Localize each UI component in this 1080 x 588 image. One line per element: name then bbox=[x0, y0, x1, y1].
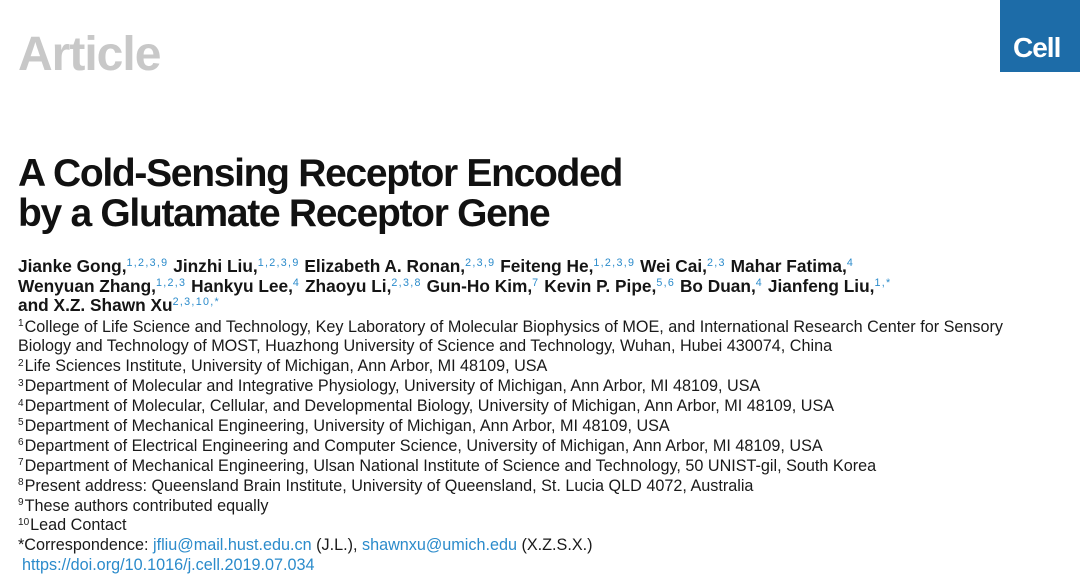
affiliation-text: Department of Mechanical Engineering, Ulsan National Institute of Science and Technology, 50 UNIST-gil, South Korea bbox=[24, 456, 877, 475]
affiliation-number: 5 bbox=[18, 417, 24, 429]
affiliation-number: 7 bbox=[18, 457, 24, 469]
author bbox=[173, 256, 299, 276]
author bbox=[305, 276, 422, 296]
author-affiliation-link[interactable]: 4 bbox=[846, 257, 855, 270]
author-name: X.Z. Shawn Xu bbox=[53, 295, 173, 316]
affiliation-number: 9 bbox=[18, 497, 24, 508]
author-affiliation-link[interactable]: 1,2,3,9 bbox=[257, 257, 300, 270]
author bbox=[191, 276, 300, 296]
author-conjunction: and bbox=[18, 295, 49, 316]
author-name: Mahar Fatima, bbox=[730, 256, 847, 276]
affiliation-number: 4 bbox=[18, 397, 24, 409]
article-title bbox=[18, 154, 622, 234]
author bbox=[680, 276, 763, 296]
author bbox=[768, 276, 892, 296]
author-line-2 bbox=[18, 277, 891, 297]
journal-logo bbox=[1000, 0, 1080, 72]
author bbox=[54, 295, 220, 315]
title-line-1: A Cold-Sensing Receptor Encoded bbox=[18, 152, 622, 195]
correspondence-label: *Correspondence: bbox=[18, 536, 149, 555]
author bbox=[18, 256, 168, 276]
affiliation-4 bbox=[18, 397, 1003, 417]
affiliation-3 bbox=[18, 377, 1003, 397]
author-affiliation-link[interactable]: 7 bbox=[532, 276, 540, 289]
author-affiliation-link[interactable]: 2,3,10,* bbox=[172, 296, 220, 309]
author-name: Wei Cai, bbox=[640, 256, 707, 276]
author-affiliation-link[interactable]: 4 bbox=[292, 276, 301, 289]
email-link[interactable]: jfliu@mail.hust.edu.cn bbox=[152, 536, 312, 555]
affiliation-6 bbox=[18, 437, 1003, 457]
affiliation-5 bbox=[18, 417, 1003, 437]
affiliation-text: These authors contributed equally bbox=[24, 496, 269, 515]
affiliation-number: 6 bbox=[18, 437, 24, 449]
author-name: Jianfeng Liu, bbox=[767, 275, 875, 296]
author bbox=[731, 256, 854, 276]
affiliation-text: College of Life Science and Technology, Key Laboratory of Molecular Biophysics of MOE, and International Research Center for Sensory bbox=[24, 317, 1003, 336]
title-line-2: by a Glutamate Receptor Gene bbox=[18, 192, 550, 235]
author-name: Wenyuan Zhang, bbox=[18, 275, 156, 296]
author-line-3 bbox=[18, 296, 891, 316]
doi-link[interactable]: https://doi.org/10.1016/j.cell.2019.07.034 bbox=[22, 556, 315, 575]
email-link[interactable]: shawnxu@umich.edu bbox=[361, 536, 517, 555]
affiliation-text: Life Sciences Institute, University of Michigan, Ann Arbor, MI 48109, USA bbox=[24, 357, 548, 376]
author-affiliation-link[interactable]: 1,2,3,9 bbox=[593, 257, 636, 270]
article-type-label: Article bbox=[18, 28, 161, 81]
footnote-lead-contact bbox=[18, 516, 1003, 536]
author-affiliation-link[interactable]: 2,3 bbox=[706, 257, 726, 270]
email-initials: (X.Z.S.X.) bbox=[521, 536, 593, 555]
author-name: Elizabeth A. Ronan, bbox=[304, 256, 466, 276]
author-name: Feiteng He, bbox=[500, 256, 594, 276]
author-affiliation-link[interactable]: 2,3,9 bbox=[465, 257, 496, 270]
affiliation-number: 3 bbox=[18, 377, 24, 389]
author-affiliation-link[interactable]: 2,3,8 bbox=[391, 276, 422, 289]
author-list bbox=[18, 257, 891, 316]
footnote-equal-contribution bbox=[18, 497, 1003, 517]
author-name: Jinzhi Liu, bbox=[173, 256, 258, 276]
author bbox=[304, 256, 495, 276]
affiliation-number: 2 bbox=[18, 357, 24, 369]
affiliation-text: Department of Molecular, Cellular, and Developmental Biology, University of Michigan, Ann Arbor, MI 48109, USA bbox=[24, 397, 835, 416]
author bbox=[640, 256, 726, 276]
affiliation-number: 8 bbox=[18, 477, 24, 489]
author bbox=[18, 276, 186, 296]
affiliation-1 bbox=[18, 318, 1003, 338]
author-name: Zhaoyu Li, bbox=[305, 275, 392, 296]
author-name: Kevin P. Pipe, bbox=[544, 275, 657, 296]
affiliation-list bbox=[18, 318, 1003, 577]
author-line-1 bbox=[18, 257, 891, 277]
author-affiliation-link[interactable]: 1,2,3,9 bbox=[126, 257, 169, 270]
journal-logo-text: Cell bbox=[1013, 32, 1061, 63]
author-name: Gun-Ho Kim, bbox=[426, 275, 533, 296]
affiliation-text: Department of Mechanical Engineering, University of Michigan, Ann Arbor, MI 48109, USA bbox=[24, 416, 670, 435]
author bbox=[544, 276, 675, 296]
affiliation-1-continuation bbox=[18, 337, 1003, 357]
affiliation-text: Department of Molecular and Integrative Physiology, University of Michigan, Ann Arbor, MI 48109, USA bbox=[24, 377, 761, 396]
affiliation-text: Present address: Queensland Brain Institute, University of Queensland, St. Lucia QLD 4072, Australia bbox=[24, 476, 754, 495]
author-name: Bo Duan, bbox=[679, 275, 756, 296]
affiliation-text: Biology and Technology of MOST, Huazhong University of Science and Technology, Wuhan, Hubei 430074, China bbox=[18, 337, 833, 356]
doi bbox=[18, 556, 1003, 576]
author-affiliation-link[interactable]: 1,2,3 bbox=[155, 276, 187, 289]
author-name: Jianke Gong, bbox=[18, 256, 127, 276]
email-initials: (J.L.), bbox=[316, 536, 358, 555]
affiliation-text: Department of Electrical Engineering and Computer Science, University of Michigan, Ann Arbor, MI 48109, USA bbox=[24, 436, 823, 455]
affiliation-text: Lead Contact bbox=[30, 516, 127, 535]
author bbox=[500, 256, 635, 276]
affiliation-7 bbox=[18, 457, 1003, 477]
author bbox=[427, 276, 540, 296]
affiliation-8 bbox=[18, 477, 1003, 497]
author-affiliation-link[interactable]: 4 bbox=[755, 276, 764, 289]
author-name: Hankyu Lee, bbox=[191, 275, 293, 296]
correspondence bbox=[18, 536, 1003, 556]
affiliation-number: 10 bbox=[18, 516, 30, 528]
author-affiliation-link[interactable]: 5,6 bbox=[656, 276, 676, 289]
affiliation-number: 1 bbox=[18, 317, 24, 329]
author-affiliation-link[interactable]: 1,* bbox=[874, 276, 892, 289]
affiliation-2 bbox=[18, 357, 1003, 377]
